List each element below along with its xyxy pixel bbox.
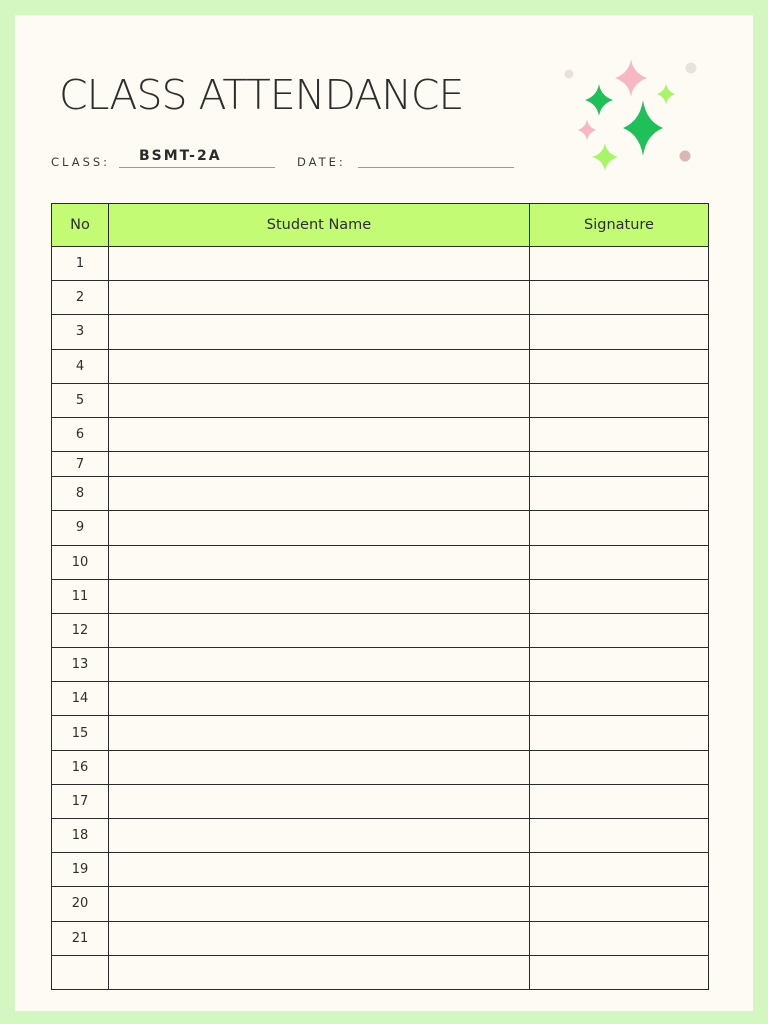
table-row	[52, 819, 709, 853]
table-row	[52, 750, 709, 784]
table-row	[52, 648, 709, 682]
signature-cell[interactable]	[530, 383, 709, 417]
signature-cell[interactable]	[530, 579, 709, 613]
table-row	[52, 315, 709, 349]
signature-cell[interactable]	[530, 921, 709, 955]
signature-cell[interactable]	[530, 452, 709, 477]
signature-cell[interactable]	[530, 648, 709, 682]
student-name-cell[interactable]	[109, 315, 530, 349]
signature-cell[interactable]	[530, 315, 709, 349]
student-name-cell[interactable]	[109, 682, 530, 716]
student-name-cell[interactable]	[109, 281, 530, 315]
signature-cell[interactable]	[530, 887, 709, 921]
class-label: CLASS:	[51, 155, 111, 169]
signature-cell[interactable]	[530, 477, 709, 511]
student-name-cell[interactable]	[109, 247, 530, 281]
table-row	[52, 613, 709, 647]
sparkles-icon	[560, 55, 710, 175]
row-number: 15	[52, 716, 109, 750]
date-label: DATE:	[297, 155, 346, 169]
dot-decoration	[680, 151, 691, 162]
student-name-cell[interactable]	[109, 648, 530, 682]
row-number: 14	[52, 682, 109, 716]
date-field[interactable]	[358, 167, 514, 168]
student-name-cell[interactable]	[109, 452, 530, 477]
signature-cell[interactable]	[530, 716, 709, 750]
header-no: No	[52, 204, 109, 247]
row-number: 12	[52, 613, 109, 647]
attendance-sheet	[15, 15, 753, 1011]
student-name-cell[interactable]	[109, 579, 530, 613]
signature-cell[interactable]	[530, 545, 709, 579]
dot-decoration	[565, 70, 574, 79]
signature-cell[interactable]	[530, 247, 709, 281]
student-name-cell[interactable]	[109, 613, 530, 647]
dot-decoration	[686, 63, 697, 74]
student-name-cell[interactable]	[109, 349, 530, 383]
student-name-cell[interactable]	[109, 784, 530, 818]
row-number: 2	[52, 281, 109, 315]
student-name-cell[interactable]	[109, 887, 530, 921]
signature-cell[interactable]	[530, 819, 709, 853]
table-row	[52, 477, 709, 511]
signature-cell[interactable]	[530, 511, 709, 545]
row-number: 4	[52, 349, 109, 383]
student-name-cell[interactable]	[109, 921, 530, 955]
student-name-cell[interactable]	[109, 955, 530, 989]
table-row	[52, 784, 709, 818]
row-number: 3	[52, 315, 109, 349]
sparkle-green-large	[623, 100, 663, 156]
table-row	[52, 716, 709, 750]
header-signature: Signature	[530, 204, 709, 247]
student-name-cell[interactable]	[109, 819, 530, 853]
attendance-table	[51, 203, 709, 990]
table-row	[52, 921, 709, 955]
table-row	[52, 383, 709, 417]
table-row	[52, 955, 709, 989]
student-name-cell[interactable]	[109, 511, 530, 545]
table-row	[52, 853, 709, 887]
row-number	[52, 955, 109, 989]
student-name-cell[interactable]	[109, 750, 530, 784]
header-student-name: Student Name	[109, 204, 530, 247]
table-row	[52, 545, 709, 579]
signature-cell[interactable]	[530, 281, 709, 315]
student-name-cell[interactable]	[109, 545, 530, 579]
table-row	[52, 579, 709, 613]
table-row	[52, 417, 709, 451]
table-row	[52, 281, 709, 315]
student-name-cell[interactable]	[109, 417, 530, 451]
signature-cell[interactable]	[530, 750, 709, 784]
signature-cell[interactable]	[530, 784, 709, 818]
sparkle-lime-small	[657, 83, 675, 105]
table-row	[52, 511, 709, 545]
signature-cell[interactable]	[530, 613, 709, 647]
class-field[interactable]	[119, 167, 275, 168]
signature-cell[interactable]	[530, 682, 709, 716]
signature-cell[interactable]	[530, 955, 709, 989]
row-number: 9	[52, 511, 109, 545]
row-number: 7	[52, 452, 109, 477]
table-row	[52, 887, 709, 921]
row-number: 17	[52, 784, 109, 818]
sparkle-lime-medium	[592, 143, 618, 171]
table-row	[52, 349, 709, 383]
student-name-cell[interactable]	[109, 383, 530, 417]
student-name-cell[interactable]	[109, 716, 530, 750]
page-title: CLASS ATTENDANCE	[59, 71, 464, 119]
student-name-cell[interactable]	[109, 477, 530, 511]
row-number: 10	[52, 545, 109, 579]
table-row	[52, 247, 709, 281]
signature-cell[interactable]	[530, 417, 709, 451]
row-number: 19	[52, 853, 109, 887]
table-row	[52, 682, 709, 716]
row-number: 8	[52, 477, 109, 511]
row-number: 11	[52, 579, 109, 613]
signature-cell[interactable]	[530, 349, 709, 383]
sparkle-pink-small	[578, 119, 596, 141]
table-header-row	[52, 204, 709, 247]
sparkle-pink-large	[615, 59, 647, 97]
row-number: 20	[52, 887, 109, 921]
signature-cell[interactable]	[530, 853, 709, 887]
row-number: 18	[52, 819, 109, 853]
row-number: 21	[52, 921, 109, 955]
row-number: 13	[52, 648, 109, 682]
row-number: 1	[52, 247, 109, 281]
row-number: 5	[52, 383, 109, 417]
row-number: 6	[52, 417, 109, 451]
row-number: 16	[52, 750, 109, 784]
sparkle-green-medium	[585, 84, 613, 116]
class-value: BSMT-2A	[139, 148, 222, 164]
student-name-cell[interactable]	[109, 853, 530, 887]
table-row	[52, 452, 709, 477]
